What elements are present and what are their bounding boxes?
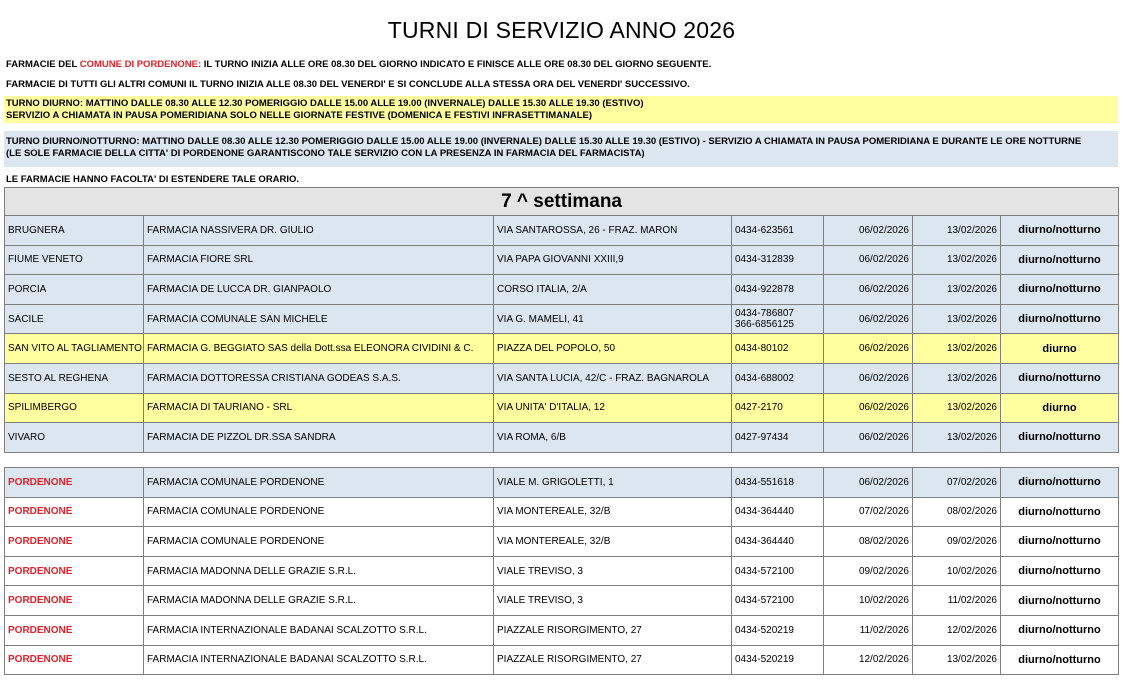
comune-cell: PORDENONE	[5, 556, 144, 586]
comune-cell: PORDENONE	[5, 586, 144, 616]
comune-cell: SESTO AL REGHENA	[5, 363, 144, 393]
data-fine-cell: 13/02/2026	[913, 393, 1001, 423]
data-inizio-cell: 09/02/2026	[824, 556, 913, 586]
indirizzo-cell: VIA MONTEREALE, 32/B	[494, 527, 732, 557]
note-turno-diurno-notturno	[4, 131, 1118, 167]
table-row	[5, 423, 1119, 453]
indirizzo-cell: VIA SANTA LUCIA, 42/C - FRAZ. BAGNAROLA	[494, 363, 732, 393]
table-row	[5, 615, 1119, 645]
schedule-table-comuni	[4, 187, 1119, 453]
comune-cell: VIVARO	[5, 423, 144, 453]
farmacia-cell: FARMACIA MADONNA DELLE GRAZIE S.R.L.	[144, 586, 494, 616]
data-fine-cell: 10/02/2026	[913, 556, 1001, 586]
data-inizio-cell: 06/02/2026	[824, 468, 913, 498]
servizio-cell: diurno/notturno	[1001, 245, 1119, 275]
data-inizio-cell: 06/02/2026	[824, 275, 913, 305]
farmacia-cell: FARMACIA DOTTORESSA CRISTIANA GODEAS S.A.S.	[144, 363, 494, 393]
telefono-cell: 0434-572100	[732, 586, 824, 616]
telefono-primary: 0434-786807	[735, 308, 794, 320]
servizio-cell: diurno/notturno	[1001, 586, 1119, 616]
comune-cell: SAN VITO AL TAGLIAMENTO	[5, 334, 144, 364]
table-row	[5, 556, 1119, 586]
farmacia-cell: FARMACIA DI TAURIANO - SRL	[144, 393, 494, 423]
telefono-cell: 0434-520219	[732, 615, 824, 645]
note-turno-diurno-line2: SERVIZIO A CHIAMATA IN PAUSA POMERIDIANA SOLO NELLE GIORNATE FESTIVE (DOMENICA E FESTIVI INFRASETTIMANALE)	[6, 110, 593, 121]
telefono-cell: 0434-688002	[732, 363, 824, 393]
farmacia-cell: FARMACIA INTERNAZIONALE BADANAI SCALZOTTO S.R.L.	[144, 615, 494, 645]
comune-cell: BRUGNERA	[5, 216, 144, 246]
data-fine-cell: 13/02/2026	[913, 304, 1001, 334]
table-row	[5, 393, 1119, 423]
data-fine-cell: 13/02/2026	[913, 423, 1001, 453]
indirizzo-cell: VIA ROMA, 6/B	[494, 423, 732, 453]
farmacia-cell: FARMACIA G. BEGGIATO SAS della Dott.ssa ELEONORA CIVIDINI & C.	[144, 334, 494, 364]
note-pordenone-prefix: FARMACIE DEL	[6, 59, 80, 70]
indirizzo-cell: VIA G. MAMELI, 41	[494, 304, 732, 334]
data-fine-cell: 13/02/2026	[913, 245, 1001, 275]
comune-cell: FIUME VENETO	[5, 245, 144, 275]
table-row	[5, 527, 1119, 557]
telefono-cell: 0427-97434	[732, 423, 824, 453]
data-fine-cell: 13/02/2026	[913, 275, 1001, 305]
note-turno-diurno-line1: TURNO DIURNO: MATTINO DALLE 08.30 ALLE 12.30 POMERIGGIO DALLE 15.00 ALLE 19.00 (INVERNALE) DALLE 15.30 ALLE 19.30 (ESTIVO)	[6, 98, 644, 109]
table-row	[5, 468, 1119, 498]
farmacia-cell: FARMACIA DE LUCCA DR. GIANPAOLO	[144, 275, 494, 305]
table-row	[5, 363, 1119, 393]
farmacia-cell: FARMACIA COMUNALE PORDENONE	[144, 468, 494, 498]
data-fine-cell: 12/02/2026	[913, 615, 1001, 645]
data-inizio-cell: 07/02/2026	[824, 497, 913, 527]
table-row	[5, 216, 1119, 246]
table-row	[5, 645, 1119, 675]
indirizzo-cell: VIA PAPA GIOVANNI XXIII,9	[494, 245, 732, 275]
indirizzo-cell: VIALE TREVISO, 3	[494, 556, 732, 586]
data-fine-cell: 13/02/2026	[913, 363, 1001, 393]
data-inizio-cell: 06/02/2026	[824, 245, 913, 275]
schedule-table-pordenone	[4, 467, 1119, 675]
telefono-cell: 0434-623561	[732, 216, 824, 246]
indirizzo-cell: VIA SANTAROSSA, 26 - FRAZ. MARON	[494, 216, 732, 246]
indirizzo-cell: CORSO ITALIA, 2/A	[494, 275, 732, 305]
data-inizio-cell: 06/02/2026	[824, 393, 913, 423]
telefono-cell	[732, 304, 824, 334]
servizio-cell: diurno	[1001, 393, 1119, 423]
servizio-cell: diurno/notturno	[1001, 423, 1119, 453]
telefono-cell: 0434-572100	[732, 556, 824, 586]
farmacia-cell: FARMACIA INTERNAZIONALE BADANAI SCALZOTTO S.R.L.	[144, 645, 494, 675]
servizio-cell: diurno/notturno	[1001, 304, 1119, 334]
comune-cell: PORDENONE	[5, 527, 144, 557]
comune-cell: PORDENONE	[5, 497, 144, 527]
indirizzo-cell: PIAZZA DEL POPOLO, 50	[494, 334, 732, 364]
table-row	[5, 497, 1119, 527]
note-extend-hours: LE FARMACIE HANNO FACOLTA' DI ESTENDERE TALE ORARIO.	[6, 174, 300, 185]
data-inizio-cell: 06/02/2026	[824, 216, 913, 246]
servizio-cell: diurno/notturno	[1001, 275, 1119, 305]
servizio-cell: diurno	[1001, 334, 1119, 364]
servizio-cell: diurno/notturno	[1001, 497, 1119, 527]
data-inizio-cell: 06/02/2026	[824, 304, 913, 334]
note-turno-notturno-line2: (LE SOLE FARMACIE DELLA CITTA' DI PORDENONE GARANTISCONO TALE SERVIZIO CON LA PRESENZA IN FARMACIA DEL FARMACISTA)	[6, 148, 645, 159]
data-inizio-cell: 08/02/2026	[824, 527, 913, 557]
farmacia-cell: FARMACIA FIORE SRL	[144, 245, 494, 275]
note-pordenone-comune: COMUNE DI PORDENONE:	[79, 59, 202, 70]
table-row	[5, 245, 1119, 275]
table-row	[5, 334, 1119, 364]
farmacia-cell: FARMACIA COMUNALE PORDENONE	[144, 497, 494, 527]
telefono-cell: 0434-364440	[732, 497, 824, 527]
indirizzo-cell: VIA MONTEREALE, 32/B	[494, 497, 732, 527]
servizio-cell: diurno/notturno	[1001, 615, 1119, 645]
indirizzo-cell: PIAZZALE RISORGIMENTO, 27	[494, 645, 732, 675]
table-row	[5, 304, 1119, 334]
farmacia-cell: FARMACIA DE PIZZOL DR.SSA SANDRA	[144, 423, 494, 453]
comune-cell: PORDENONE	[5, 615, 144, 645]
comune-cell: PORCIA	[5, 275, 144, 305]
data-fine-cell: 09/02/2026	[913, 527, 1001, 557]
note-other-comuni-hours: FARMACIE DI TUTTI GLI ALTRI COMUNI IL TURNO INIZIA ALLE 08.30 DEL VENERDI' E SI CONCLUDE ALLA STESSA ORA DEL VENERDI' SUCCESSIVO.	[6, 79, 690, 90]
data-inizio-cell: 06/02/2026	[824, 423, 913, 453]
servizio-cell: diurno/notturno	[1001, 527, 1119, 557]
telefono-cell: 0434-520219	[732, 645, 824, 675]
indirizzo-cell: PIAZZALE RISORGIMENTO, 27	[494, 615, 732, 645]
data-fine-cell: 11/02/2026	[913, 586, 1001, 616]
data-fine-cell: 13/02/2026	[913, 645, 1001, 675]
comune-cell: SPILIMBERGO	[5, 393, 144, 423]
data-fine-cell: 07/02/2026	[913, 468, 1001, 498]
table-row	[5, 586, 1119, 616]
data-fine-cell: 08/02/2026	[913, 497, 1001, 527]
telefono-cell: 0434-364440	[732, 527, 824, 557]
servizio-cell: diurno/notturno	[1001, 363, 1119, 393]
data-inizio-cell: 11/02/2026	[824, 615, 913, 645]
indirizzo-cell: VIA UNITA' D'ITALIA, 12	[494, 393, 732, 423]
comune-cell: SACILE	[5, 304, 144, 334]
servizio-cell: diurno/notturno	[1001, 645, 1119, 675]
note-turno-diurno	[4, 96, 1118, 123]
farmacia-cell: FARMACIA MADONNA DELLE GRAZIE S.R.L.	[144, 556, 494, 586]
data-fine-cell: 13/02/2026	[913, 334, 1001, 364]
farmacia-cell: FARMACIA COMUNALE SAN MICHELE	[144, 304, 494, 334]
page-title: TURNI DI SERVIZIO ANNO 2026	[387, 17, 736, 43]
telefono-cell: 0434-80102	[732, 334, 824, 364]
note-turno-notturno-line1: TURNO DIURNO/NOTTURNO: MATTINO DALLE 08.30 ALLE 12.30 POMERIGGIO DALLE 15.00 ALLE 19.00 (INVERNALE) DALLE 15.30 ALLE 19.30 (ESTIVO) - SERVIZIO A CHIAMATA IN PAUSA POMERIDIANA E DURANTE LE ORE NOTTURNE	[6, 136, 1082, 147]
farmacia-cell: FARMACIA NASSIVERA DR. GIULIO	[144, 216, 494, 246]
data-fine-cell: 13/02/2026	[913, 216, 1001, 246]
telefono-cell: 0434-551618	[732, 468, 824, 498]
table-row	[5, 275, 1119, 305]
indirizzo-cell: VIALE M. GRIGOLETTI, 1	[494, 468, 732, 498]
telefono-cell: 0434-922878	[732, 275, 824, 305]
week-header: 7 ^ settimana	[5, 188, 1119, 216]
indirizzo-cell: VIALE TREVISO, 3	[494, 586, 732, 616]
data-inizio-cell: 06/02/2026	[824, 334, 913, 364]
comune-cell: PORDENONE	[5, 468, 144, 498]
comune-cell: PORDENONE	[5, 645, 144, 675]
farmacia-cell: FARMACIA COMUNALE PORDENONE	[144, 527, 494, 557]
data-inizio-cell: 10/02/2026	[824, 586, 913, 616]
note-pordenone-hours	[4, 59, 1118, 71]
telefono-cell: 0427-2170	[732, 393, 824, 423]
servizio-cell: diurno/notturno	[1001, 468, 1119, 498]
data-inizio-cell: 06/02/2026	[824, 363, 913, 393]
note-pordenone-suffix: IL TURNO INIZIA ALLE ORE 08.30 DEL GIORNO INDICATO E FINISCE ALLE ORE 08.30 DEL GIORNO SEGUENTE.	[201, 59, 712, 70]
servizio-cell: diurno/notturno	[1001, 556, 1119, 586]
data-inizio-cell: 12/02/2026	[824, 645, 913, 675]
telefono-cell: 0434-312839	[732, 245, 824, 275]
telefono-secondary: 366-6856125	[735, 319, 794, 331]
servizio-cell: diurno/notturno	[1001, 216, 1119, 246]
